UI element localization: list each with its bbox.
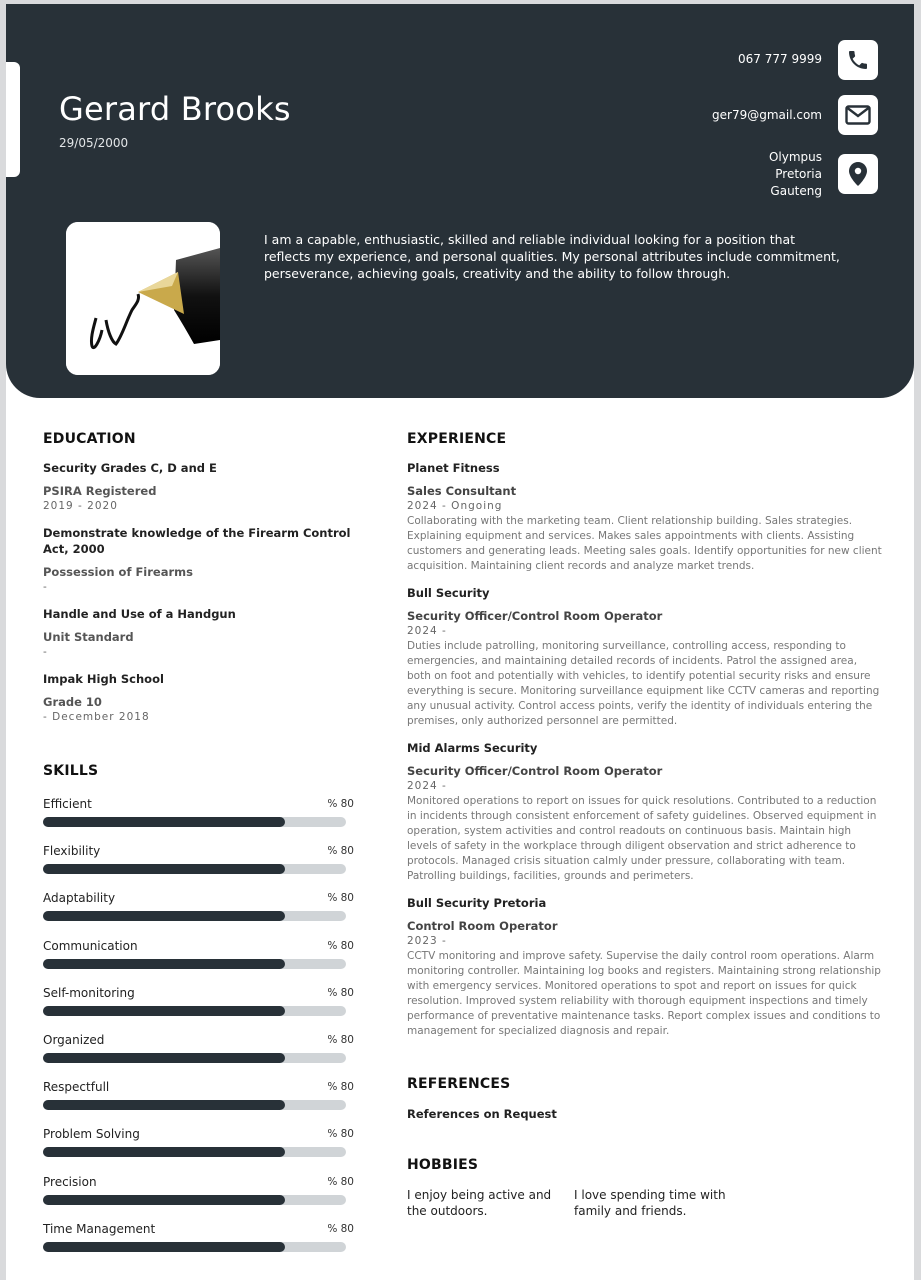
education-title: Handle and Use of a Handgun bbox=[43, 607, 236, 621]
skill-name: Time Management bbox=[43, 1221, 156, 1236]
education-subtitle: Grade 10 bbox=[43, 695, 102, 709]
skill-name: Problem Solving bbox=[43, 1127, 140, 1142]
skill-bar bbox=[43, 959, 346, 969]
skill-percent: % 80 bbox=[327, 939, 354, 952]
skill-bar bbox=[43, 911, 346, 921]
experience-list bbox=[407, 460, 882, 1050]
education-list bbox=[43, 460, 368, 736]
skill-bar bbox=[43, 1242, 346, 1252]
skill-bar bbox=[43, 864, 346, 874]
education-date: - December 2018 bbox=[43, 711, 150, 723]
skill-name: Flexibility bbox=[43, 844, 101, 859]
skill-bar-fill bbox=[43, 1242, 285, 1252]
skill-item bbox=[43, 986, 356, 1033]
skill-percent: % 80 bbox=[327, 1081, 354, 1094]
skill-name: Adaptability bbox=[43, 891, 116, 906]
education-date: 2019 - 2020 bbox=[43, 500, 118, 512]
skill-percent: % 80 bbox=[327, 798, 354, 810]
skills-list bbox=[43, 797, 356, 1269]
skill-item bbox=[43, 1127, 356, 1174]
skill-bar-fill bbox=[43, 1147, 285, 1157]
hobby-item: I love spending time with family and friends. bbox=[574, 1188, 726, 1218]
email-icon bbox=[838, 95, 878, 135]
job-role: Security Officer/Control Room Operator bbox=[407, 764, 663, 778]
skill-bar-fill bbox=[43, 1195, 285, 1205]
skill-bar-fill bbox=[43, 1100, 285, 1110]
skill-name: Organized bbox=[43, 1032, 105, 1047]
skill-item bbox=[43, 1175, 356, 1222]
email-address: ger79@gmail.com bbox=[712, 108, 822, 122]
resume-page bbox=[6, 4, 914, 1280]
hobby-item: I enjoy being active and the outdoors. bbox=[407, 1188, 552, 1218]
experience-item bbox=[407, 585, 882, 729]
education-item bbox=[43, 525, 368, 594]
edge-tab bbox=[6, 62, 20, 177]
references-text: References on Request bbox=[407, 1107, 557, 1121]
company-name: Mid Alarms Security bbox=[407, 741, 538, 755]
education-title: Security Grades C, D and E bbox=[43, 461, 217, 475]
skill-bar-fill bbox=[43, 959, 285, 969]
skill-percent: % 80 bbox=[327, 1222, 354, 1235]
skill-percent: % 80 bbox=[327, 986, 354, 999]
candidate-name: Gerard Brooks bbox=[59, 90, 291, 128]
skill-bar-fill bbox=[43, 911, 285, 921]
address-line: Pretoria bbox=[775, 167, 822, 181]
skill-name: Self-monitoring bbox=[43, 985, 135, 1000]
job-role: Security Officer/Control Room Operator bbox=[407, 609, 663, 623]
education-heading: EDUCATION bbox=[43, 431, 136, 447]
education-item bbox=[43, 460, 368, 513]
skill-name: Efficient bbox=[43, 797, 92, 811]
experience-item bbox=[407, 895, 882, 1039]
skill-bar bbox=[43, 1006, 346, 1016]
education-date: - bbox=[43, 646, 48, 658]
skill-bar bbox=[43, 1147, 346, 1157]
hobbies-heading: HOBBIES bbox=[407, 1157, 479, 1173]
skill-percent: % 80 bbox=[327, 845, 354, 858]
skills-heading: SKILLS bbox=[43, 763, 99, 779]
education-item bbox=[43, 671, 368, 724]
skill-name: Precision bbox=[43, 1174, 97, 1189]
address bbox=[769, 149, 822, 200]
job-date: 2024 - bbox=[407, 625, 447, 637]
address-line: Olympus bbox=[768, 150, 822, 164]
location-pin-icon bbox=[838, 154, 878, 194]
job-description: Monitored operations to report on issues for quick resolutions. Contributed to a reduction in incidents through consistent enforcement of safety guidelines. Observed equipment in operation, system activities and control readouts on continuous basis. Maintain high levels of safety in the workplace through diligent observation and strict adherence to protocols. Managed crisis situation calmly under pressure, collaborating with team. Patrolling buildings, facilities, grounds and perimeters. bbox=[407, 795, 877, 882]
skill-bar bbox=[43, 1053, 346, 1063]
skill-item bbox=[43, 797, 356, 844]
skill-name: Communication bbox=[43, 938, 138, 953]
skill-bar bbox=[43, 1100, 346, 1110]
phone-icon bbox=[838, 40, 878, 80]
job-date: 2024 - bbox=[407, 780, 447, 792]
skill-item bbox=[43, 1222, 356, 1269]
job-description: Duties include patrolling, monitoring surveillance, controlling access, responding to emergencies, and maintaining detailed records of incidents. Patrol the assigned area, both on foot and potentially with vehicles, to identify potential security risks and ensure everything is secure. Monitoring surveillance equipment like CCTV cameras and reporting any unusual activity. Control access points, verify the identity of individuals entering the premises, only authorized personnel are permitted. bbox=[407, 640, 880, 727]
skill-item bbox=[43, 891, 356, 938]
education-subtitle: PSIRA Registered bbox=[43, 484, 157, 498]
education-item bbox=[43, 606, 368, 659]
profile-summary: I am a capable, enthusiastic, skilled and reliable individual looking for a position that reflects my experience, and personal qualities. My personal attributes include commitment, perseverance, achieving goals, creativity and the ability to follow through. bbox=[264, 232, 840, 281]
skill-bar bbox=[43, 1195, 346, 1205]
cv-pen-image bbox=[66, 222, 220, 375]
job-role: Sales Consultant bbox=[407, 484, 517, 498]
phone-number: 067 777 9999 bbox=[738, 52, 822, 66]
education-subtitle: Unit Standard bbox=[43, 630, 134, 644]
job-description: CCTV monitoring and improve safety. Supervise the daily control room operations. Alarm monitoring controller. Maintaining log books and registers. Maintaining strong relationship with emergency services. Monitored operations to spot and report on issues for quick resolution. Improved system reliability with thorough equipment inspections and timely performance of preventative maintenance tasks. Report complex issues and conditions to management for specialized diagnosis and repair. bbox=[407, 950, 881, 1037]
skill-percent: % 80 bbox=[327, 1128, 354, 1141]
skill-item bbox=[43, 844, 356, 891]
skill-percent: % 80 bbox=[327, 1033, 354, 1046]
experience-item bbox=[407, 740, 882, 884]
skill-name: Respectfull bbox=[43, 1080, 110, 1095]
skill-bar-fill bbox=[43, 1053, 285, 1063]
profile-photo bbox=[66, 222, 220, 375]
education-date: - bbox=[43, 581, 48, 593]
skill-bar-fill bbox=[43, 1006, 285, 1016]
education-title: Demonstrate knowledge of the Firearm Control Act, 2000 bbox=[43, 526, 351, 556]
experience-heading: EXPERIENCE bbox=[407, 431, 507, 447]
skill-item bbox=[43, 1033, 356, 1080]
resume-header bbox=[6, 4, 914, 398]
references-heading: REFERENCES bbox=[407, 1076, 511, 1092]
job-role: Control Room Operator bbox=[407, 919, 558, 933]
skill-bar-fill bbox=[43, 817, 285, 827]
skill-item bbox=[43, 939, 356, 986]
skill-item bbox=[43, 1080, 356, 1127]
job-date: 2023 - bbox=[407, 935, 447, 947]
education-title: Impak High School bbox=[43, 672, 164, 686]
skill-percent: % 80 bbox=[327, 892, 354, 905]
job-date: 2024 - Ongoing bbox=[407, 500, 503, 512]
company-name: Bull Security Pretoria bbox=[407, 896, 547, 910]
experience-item bbox=[407, 460, 882, 574]
skill-bar bbox=[43, 817, 346, 827]
date-of-birth: 29/05/2000 bbox=[59, 136, 129, 150]
skill-bar-fill bbox=[43, 864, 285, 874]
company-name: Bull Security bbox=[407, 586, 490, 600]
education-subtitle: Possession of Firearms bbox=[43, 565, 193, 579]
address-line: Gauteng bbox=[770, 184, 822, 198]
company-name: Planet Fitness bbox=[407, 461, 500, 475]
skill-percent: % 80 bbox=[327, 1175, 354, 1188]
job-description: Collaborating with the marketing team. Client relationship building. Sales strategies. Explaining equipment and services. Makes sales appointments with clients. Assisting customers and generating leads. Meeting sales goals. Identify opportunities for new client acquisition. Maintaining client records and analyze market trends. bbox=[407, 515, 882, 572]
